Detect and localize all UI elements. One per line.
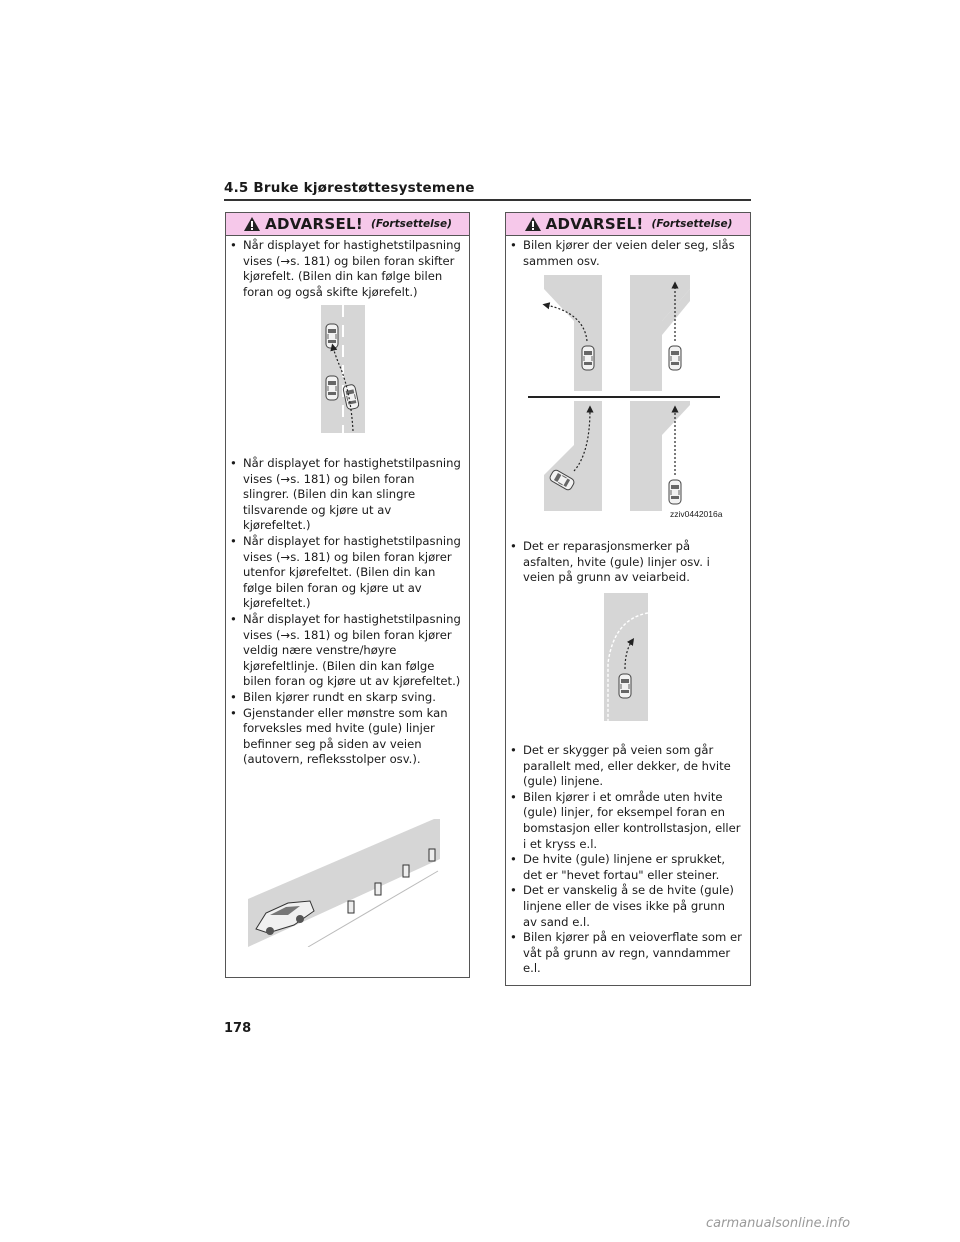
list-item: • Bilen kjører der veien deler seg, slås sammen osv. bbox=[510, 238, 735, 268]
roadwork-illustration bbox=[604, 593, 648, 721]
left-item-list-1 bbox=[230, 238, 462, 300]
warning-title: ADVARSEL! bbox=[265, 215, 364, 233]
list-item: • Det er vanskelig å se de hvite (gule) linjene eller de vises ikke på grunn av sand e.l. bbox=[510, 883, 734, 929]
figure-code: zziv0442016a bbox=[670, 509, 723, 519]
warning-continued: (Fortsettelse) bbox=[371, 218, 452, 230]
right-item-list-2 bbox=[510, 539, 742, 586]
list-item: • Bilen kjører på en veioverflate som er våt på grunn av regn, vanndammer e.l. bbox=[510, 930, 742, 976]
watermark: carmanualsonline.info bbox=[706, 1216, 851, 1231]
warning-triangle-icon bbox=[243, 216, 261, 232]
section-rule bbox=[224, 199, 751, 201]
list-item: • De hvite (gule) linjene er sprukket, det er "hevet fortau" eller steiner. bbox=[510, 852, 726, 882]
left-item-list-2 bbox=[230, 456, 462, 768]
warning-title: ADVARSEL! bbox=[545, 215, 644, 233]
road-split-merge-illustration bbox=[524, 275, 724, 511]
page-number: 178 bbox=[224, 1021, 252, 1036]
list-item: • Bilen kjører i et område uten hvite (gule) linjer, for eksempel foran en bomstasjon eller kontrollstasjon, eller i et kryss e.l. bbox=[510, 789, 741, 851]
warning-continued: (Fortsettelse) bbox=[651, 218, 733, 230]
section-title: 4.5 Bruke kjørestøttesystemene bbox=[224, 180, 475, 196]
list-item: • Det er reparasjonsmerker på asfalten, hvite (gule) linjer osv. i veien på grunn av veiarbeid. bbox=[510, 539, 710, 585]
list-item: • Bilen kjører rundt en skarp sving. bbox=[230, 689, 436, 704]
list-item: • Når displayet for hastighetstilpasning vises (→s. 181) og bilen foran kjører veldig nære venstre/høyre kjørefeltlinje. (Bilen din kan følge bilen foran og kjøre ut av kjørefeltet.) bbox=[230, 611, 461, 689]
right-item-list-3 bbox=[510, 743, 742, 977]
warning-header bbox=[506, 213, 750, 236]
warning-box-right bbox=[505, 212, 751, 986]
warning-box-left bbox=[225, 212, 470, 978]
list-item: • Gjenstander eller mønstre som kan forveksles med hvite (gule) linjer befinner seg på siden av veien (autovern, refleksstolper osv.). bbox=[230, 705, 448, 767]
warning-header bbox=[226, 213, 469, 236]
list-item: • Når displayet for hastighetstilpasning vises (→s. 181) og bilen foran skifter kjørefelt. (Bilen din kan følge bilen foran og også skifte kjørefelt.) bbox=[230, 238, 461, 299]
list-item: • Det er skygger på veien som går parallelt med, eller dekker, de hvite (gule) linjene. bbox=[510, 743, 731, 789]
lane-change-illustration bbox=[321, 305, 365, 433]
list-item: • Når displayet for hastighetstilpasning vises (→s. 181) og bilen foran slingrer. (Bilen din kan slingre tilsvarende og kjøre ut av kjørefeltet.) bbox=[230, 456, 461, 533]
warning-triangle-icon bbox=[524, 216, 542, 232]
guardrail-illustration bbox=[248, 819, 440, 947]
right-item-list-1 bbox=[510, 238, 742, 269]
list-item: • Når displayet for hastighetstilpasning vises (→s. 181) og bilen foran kjører utenfor kjørefeltet. (Bilen din kan følge bilen foran og kjøre ut av kjørefeltet.) bbox=[230, 533, 461, 611]
